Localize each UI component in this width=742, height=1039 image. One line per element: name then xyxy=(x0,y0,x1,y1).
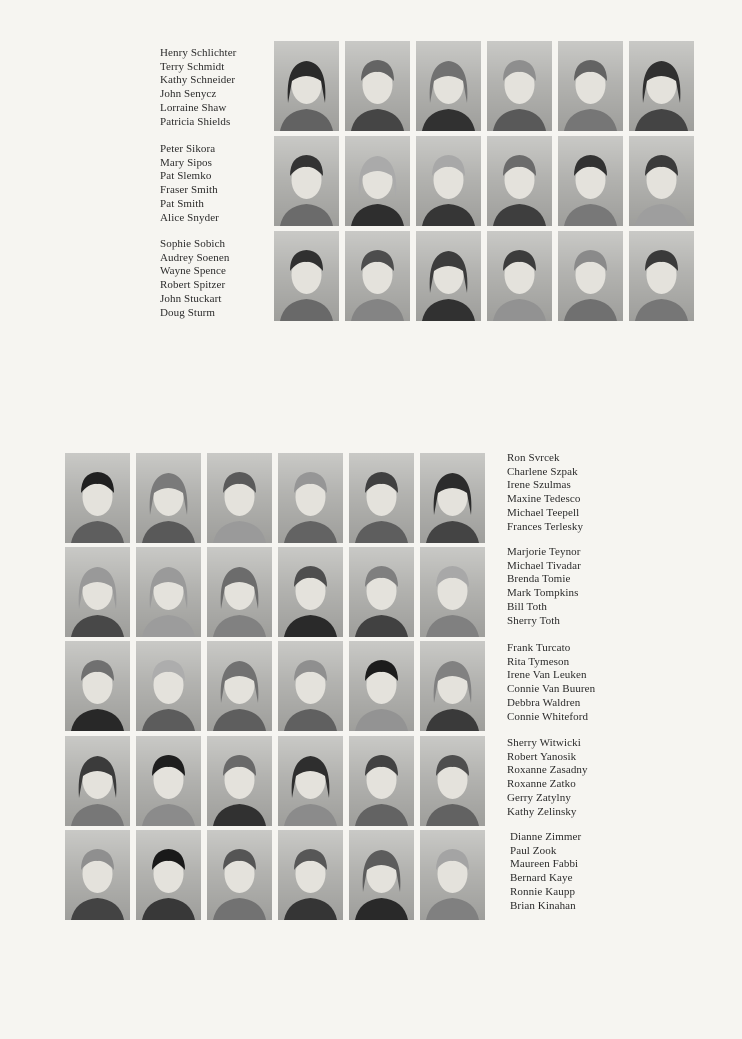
portrait-silhouette xyxy=(207,736,272,826)
photo-row xyxy=(65,641,485,731)
student-name: Terry Schmidt xyxy=(160,60,225,73)
photo-row xyxy=(65,736,485,826)
student-photo xyxy=(487,231,552,321)
student-name: Wayne Spence xyxy=(160,265,226,278)
student-photo xyxy=(487,136,552,226)
portrait-silhouette xyxy=(629,231,694,321)
student-name: Audrey Soenen xyxy=(160,251,230,264)
portrait-silhouette xyxy=(207,453,272,543)
portrait-silhouette xyxy=(420,641,485,731)
portrait-silhouette xyxy=(278,547,343,637)
student-photo xyxy=(420,453,485,543)
student-name: Alice Snyder xyxy=(160,211,219,224)
student-name: Dianne Zimmer xyxy=(510,831,582,843)
student-name: Pat Slemko xyxy=(160,170,212,183)
student-name: Fraser Smith xyxy=(160,184,218,197)
student-photo xyxy=(349,453,414,543)
student-name: Robert Yanosik xyxy=(507,750,577,763)
portrait-silhouette xyxy=(487,136,552,226)
student-photo xyxy=(274,231,339,321)
student-name: Kathy Zelinsky xyxy=(507,805,577,818)
student-photo xyxy=(136,830,201,920)
student-name: Maureen Fabbi xyxy=(510,858,579,871)
student-name: Sherry Witwicki xyxy=(507,737,581,749)
portrait-silhouette xyxy=(349,830,414,920)
portrait-silhouette xyxy=(487,41,552,131)
student-photo xyxy=(349,736,414,826)
student-photo xyxy=(345,136,410,226)
name-list xyxy=(507,737,588,819)
student-photo xyxy=(65,830,130,920)
name-list xyxy=(507,452,583,534)
student-name: Rita Tymeson xyxy=(507,655,570,668)
name-list xyxy=(507,546,581,628)
portrait-silhouette xyxy=(278,453,343,543)
student-photo xyxy=(207,453,272,543)
photo-row xyxy=(65,830,485,920)
portrait-silhouette xyxy=(349,641,414,731)
student-name: Ronnie Kaupp xyxy=(510,885,576,898)
student-photo xyxy=(136,453,201,543)
name-list xyxy=(160,143,219,225)
portrait-silhouette xyxy=(65,547,130,637)
student-name: Irene Van Leuken xyxy=(507,669,587,682)
student-photo xyxy=(207,641,272,731)
portrait-silhouette xyxy=(274,136,339,226)
portrait-silhouette xyxy=(136,453,201,543)
portrait-silhouette xyxy=(65,736,130,826)
student-photo xyxy=(558,136,623,226)
student-photo xyxy=(349,547,414,637)
student-name: Lorraine Shaw xyxy=(160,101,227,114)
portrait-silhouette xyxy=(558,136,623,226)
student-photo xyxy=(65,736,130,826)
student-photo xyxy=(629,231,694,321)
student-photo xyxy=(487,41,552,131)
student-photo xyxy=(416,136,481,226)
portrait-silhouette xyxy=(136,641,201,731)
student-name: Michael Tivadar xyxy=(507,559,581,572)
portrait-silhouette xyxy=(278,830,343,920)
student-name: Kathy Schneider xyxy=(160,74,236,87)
student-name: Marjorie Teynor xyxy=(507,546,581,558)
name-list xyxy=(510,831,581,913)
student-photo xyxy=(558,231,623,321)
student-photo xyxy=(420,830,485,920)
portrait-silhouette xyxy=(207,830,272,920)
portrait-silhouette xyxy=(345,231,410,321)
student-photo xyxy=(274,136,339,226)
student-name: Doug Sturm xyxy=(160,306,216,319)
student-name: Paul Zook xyxy=(510,844,557,857)
photo-row xyxy=(65,453,485,543)
student-name: Brenda Tomie xyxy=(507,573,571,586)
student-photo xyxy=(416,41,481,131)
student-name: Bernard Kaye xyxy=(510,872,573,885)
student-photo xyxy=(278,641,343,731)
student-photo xyxy=(345,41,410,131)
student-name: Patricia Shields xyxy=(160,115,231,128)
student-name: Peter Sikora xyxy=(160,143,216,155)
portrait-silhouette xyxy=(416,41,481,131)
student-photo xyxy=(629,136,694,226)
student-name: John Stuckart xyxy=(160,292,222,305)
portrait-silhouette xyxy=(558,231,623,321)
portrait-silhouette xyxy=(349,547,414,637)
portrait-silhouette xyxy=(136,736,201,826)
student-name: Maxine Tedesco xyxy=(507,493,581,506)
photo-row xyxy=(274,136,694,226)
student-name: Connie Whiteford xyxy=(507,710,589,723)
student-photo xyxy=(416,231,481,321)
student-name: Frances Terlesky xyxy=(507,520,584,533)
student-photo xyxy=(136,641,201,731)
portrait-silhouette xyxy=(65,830,130,920)
student-photo xyxy=(278,547,343,637)
student-name: Gerry Zatylny xyxy=(507,791,571,804)
student-name: Ron Svrcek xyxy=(507,452,560,464)
student-name: Charlene Szpak xyxy=(507,465,578,478)
portrait-silhouette xyxy=(278,641,343,731)
portrait-silhouette xyxy=(345,136,410,226)
portrait-silhouette xyxy=(136,547,201,637)
portrait-silhouette xyxy=(629,136,694,226)
student-name: Robert Spitzer xyxy=(160,279,226,292)
student-photo xyxy=(207,830,272,920)
photo-row xyxy=(274,231,694,321)
student-photo xyxy=(349,830,414,920)
student-photo xyxy=(349,641,414,731)
portrait-silhouette xyxy=(420,547,485,637)
photo-row xyxy=(65,547,485,637)
student-name: Frank Turcato xyxy=(507,642,571,654)
student-photo xyxy=(420,641,485,731)
student-name: Connie Van Buuren xyxy=(507,683,596,696)
student-name: Sophie Sobich xyxy=(160,238,226,250)
name-list xyxy=(160,47,236,129)
student-photo xyxy=(65,547,130,637)
student-photo xyxy=(278,736,343,826)
student-photo xyxy=(420,547,485,637)
student-photo xyxy=(207,547,272,637)
student-photo xyxy=(278,453,343,543)
portrait-silhouette xyxy=(65,453,130,543)
photo-row xyxy=(274,41,694,131)
student-name: Sherry Toth xyxy=(507,614,560,627)
student-photo xyxy=(278,830,343,920)
portrait-silhouette xyxy=(207,547,272,637)
student-photo xyxy=(65,453,130,543)
portrait-silhouette xyxy=(65,641,130,731)
student-name: Michael Teepell xyxy=(507,506,580,519)
student-photo xyxy=(136,547,201,637)
portrait-silhouette xyxy=(274,41,339,131)
portrait-silhouette xyxy=(629,41,694,131)
portrait-silhouette xyxy=(274,231,339,321)
student-name: Mary Sipos xyxy=(160,156,213,169)
student-name: Brian Kinahan xyxy=(510,899,576,912)
portrait-silhouette xyxy=(207,641,272,731)
student-name: Debbra Waldren xyxy=(507,696,581,709)
student-photo xyxy=(207,736,272,826)
portrait-silhouette xyxy=(420,736,485,826)
student-photo xyxy=(136,736,201,826)
student-name: Bill Toth xyxy=(507,600,547,613)
student-name: Henry Schlichter xyxy=(160,47,237,59)
student-name: Mark Tompkins xyxy=(507,587,579,600)
student-photo xyxy=(558,41,623,131)
student-photo xyxy=(420,736,485,826)
portrait-silhouette xyxy=(349,736,414,826)
student-name: Irene Szulmas xyxy=(507,479,571,492)
portrait-silhouette xyxy=(349,453,414,543)
student-photo xyxy=(65,641,130,731)
student-name: Pat Smith xyxy=(160,197,204,210)
student-photo xyxy=(629,41,694,131)
portrait-silhouette xyxy=(558,41,623,131)
name-list xyxy=(160,238,229,320)
student-name: Roxanne Zatko xyxy=(507,778,576,791)
portrait-silhouette xyxy=(136,830,201,920)
portrait-silhouette xyxy=(487,231,552,321)
name-list xyxy=(507,642,595,724)
student-photo xyxy=(345,231,410,321)
portrait-silhouette xyxy=(416,136,481,226)
portrait-silhouette xyxy=(345,41,410,131)
student-name: John Senycz xyxy=(160,88,217,101)
portrait-silhouette xyxy=(416,231,481,321)
student-name: Roxanne Zasadny xyxy=(507,764,588,777)
portrait-silhouette xyxy=(420,453,485,543)
portrait-silhouette xyxy=(420,830,485,920)
student-photo xyxy=(274,41,339,131)
portrait-silhouette xyxy=(278,736,343,826)
